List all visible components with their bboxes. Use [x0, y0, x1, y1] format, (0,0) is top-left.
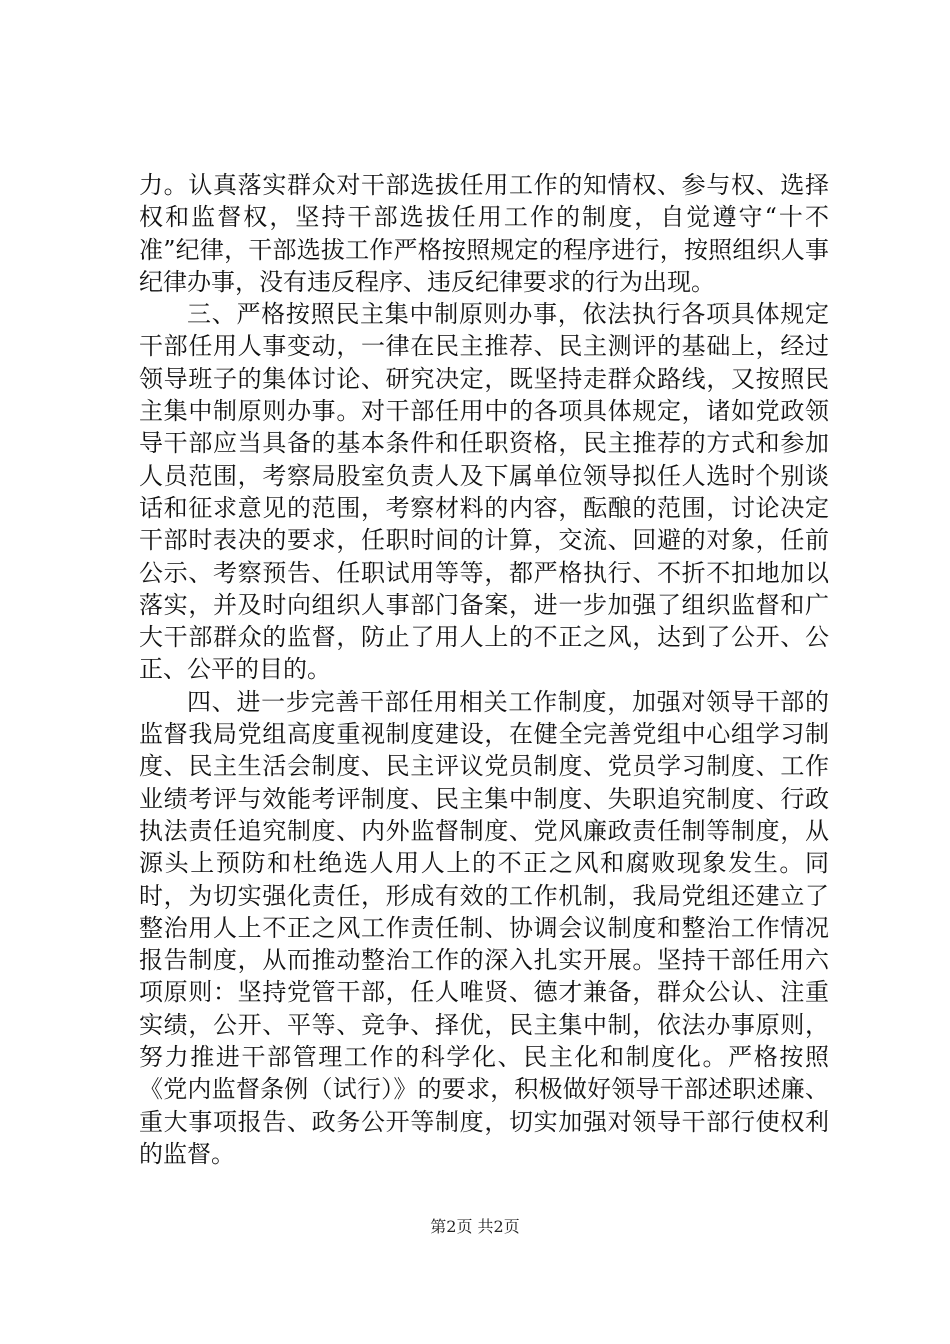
document-body [139, 169, 829, 1170]
paragraph-2: 三、严格按照民主集中制原则办事，依法执行各项具体规定干部任用人事变动，一律在民主推荐、民主测评的基础上，经过领导班子的集体讨论、研究决定，既坚持走群众路线，又按照民主集中制原则办事。对干部任用中的各项具体规定，诸如党政领导干部应当具备的基本条件和任职资格，民主推荐的方式和参加人员范围，考察局股室负责人及下属单位领导拟任人选时个别谈话和征求意见的范围，考察材料的内容，酝酿的范围，讨论决定干部时表决的要求，任职时间的计算，交流、回避的对象，任前公示、考察预告、任职试用等等，都严格执行、不折不扣地加以落实，并及时向组织人事部门备案，进一步加强了组织监督和广大干部群众的监督，防止了用人上的不正之风，达到了公开、公正、公平的目的。 [139, 300, 829, 684]
paragraph-3: 四、进一步完善干部任用相关工作制度，加强对领导干部的监督我局党组高度重视制度建设，在健全完善党组中心组学习制度、民主生活会制度、民主评议党员制度、党员学习制度、工作业绩考评与效能考评制度、民主集中制度、失职追究制度、行政执法责任追究制度、内外监督制度、党风廉政责任制等制度，从源头上预防和杜绝选人用人上的不正之风和腐败现象发生。同时，为切实强化责任，形成有效的工作机制，我局党组还建立了整治用人上不正之风工作责任制、协调会议制度和整治工作情况报告制度，从而推动整治工作的深入扎实开展。坚持干部任用六项原则：坚持党管干部，任人唯贤、德才兼备，群众公认、注重实绩，公开、平等、竞争、择优，民主集中制，依法办事原则，努力推进干部管理工作的科学化、民主化和制度化。严格按照《党内监督条例（试行）》的要求，积极做好领导干部述职述廉、重大事项报告、政务公开等制度，切实加强对领导干部行使权利的监督。 [139, 687, 829, 1168]
page-footer [0, 1214, 950, 1237]
page-number-label: 第2页 共2页 [430, 1217, 520, 1236]
paragraph-1: 力。认真落实群众对干部选拔任用工作的知情权、参与权、选择权和监督权，坚持干部选拔任用工作的制度，自觉遵守“十不准”纪律，干部选拔工作严格按照规定的程序进行，按照组织人事纪律办事，没有违反程序、违反纪律要求的行为出现。 [139, 171, 829, 296]
